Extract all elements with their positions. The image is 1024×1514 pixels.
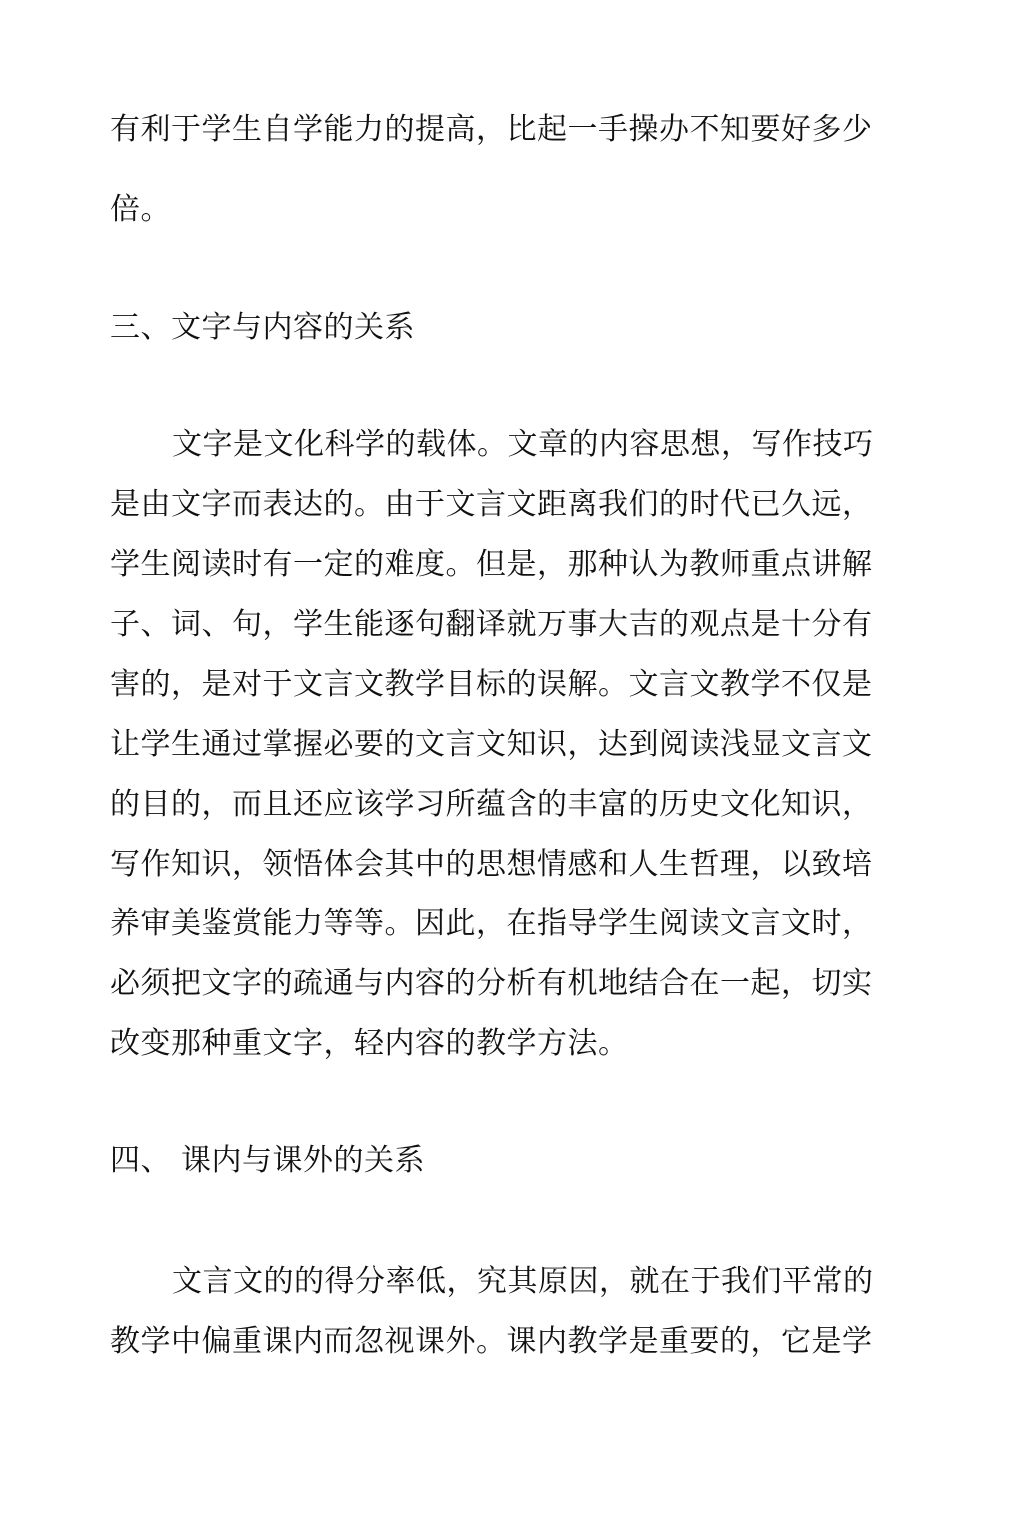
paragraph-line: 学生阅读时有一定的难度。但是，那种认为教师重点讲解: [110, 547, 873, 582]
paragraph-line: 养审美鉴赏能力等等。因此，在指导学生阅读文言文时，: [110, 906, 873, 941]
paragraph-line: 必须把文字的疏通与内容的分析有机地结合在一起，切实: [110, 966, 873, 1001]
paragraph-line: 文字是文化科学的载体。文章的内容思想，写作技巧: [172, 427, 874, 462]
paragraph-line: 改变那种重文字，轻内容的教学方法。: [110, 1026, 629, 1061]
paragraph-line: 害的，是对于文言文教学目标的误解。文言文教学不仅是: [110, 667, 873, 702]
paragraph-line: 有利于学生自学能力的提高，比起一手操办不知要好多少: [110, 112, 873, 147]
paragraph-line: 写作知识，领悟体会其中的思想情感和人生哲理，以致培: [110, 847, 873, 882]
paragraph-line: 子、词、句，学生能逐句翻译就万事大吉的观点是十分有: [110, 607, 873, 642]
section-heading: 四、 课内与课外的关系: [110, 1143, 426, 1178]
paragraph-line: 倍。: [110, 192, 171, 227]
paragraph-line: 教学中偏重课内而忽视课外。课内教学是重要的，它是学: [110, 1324, 873, 1359]
paragraph-line: 文言文的的得分率低，究其原因，就在于我们平常的: [172, 1264, 874, 1299]
paragraph-line: 让学生通过掌握必要的文言文知识，达到阅读浅显文言文: [110, 727, 873, 762]
paragraph-line: 的目的，而且还应该学习所蕴含的丰富的历史文化知识，: [110, 787, 873, 822]
paragraph-line: 是由文字而表达的。由于文言文距离我们的时代已久远，: [110, 487, 873, 522]
section-heading: 三、文字与内容的关系: [110, 310, 415, 345]
